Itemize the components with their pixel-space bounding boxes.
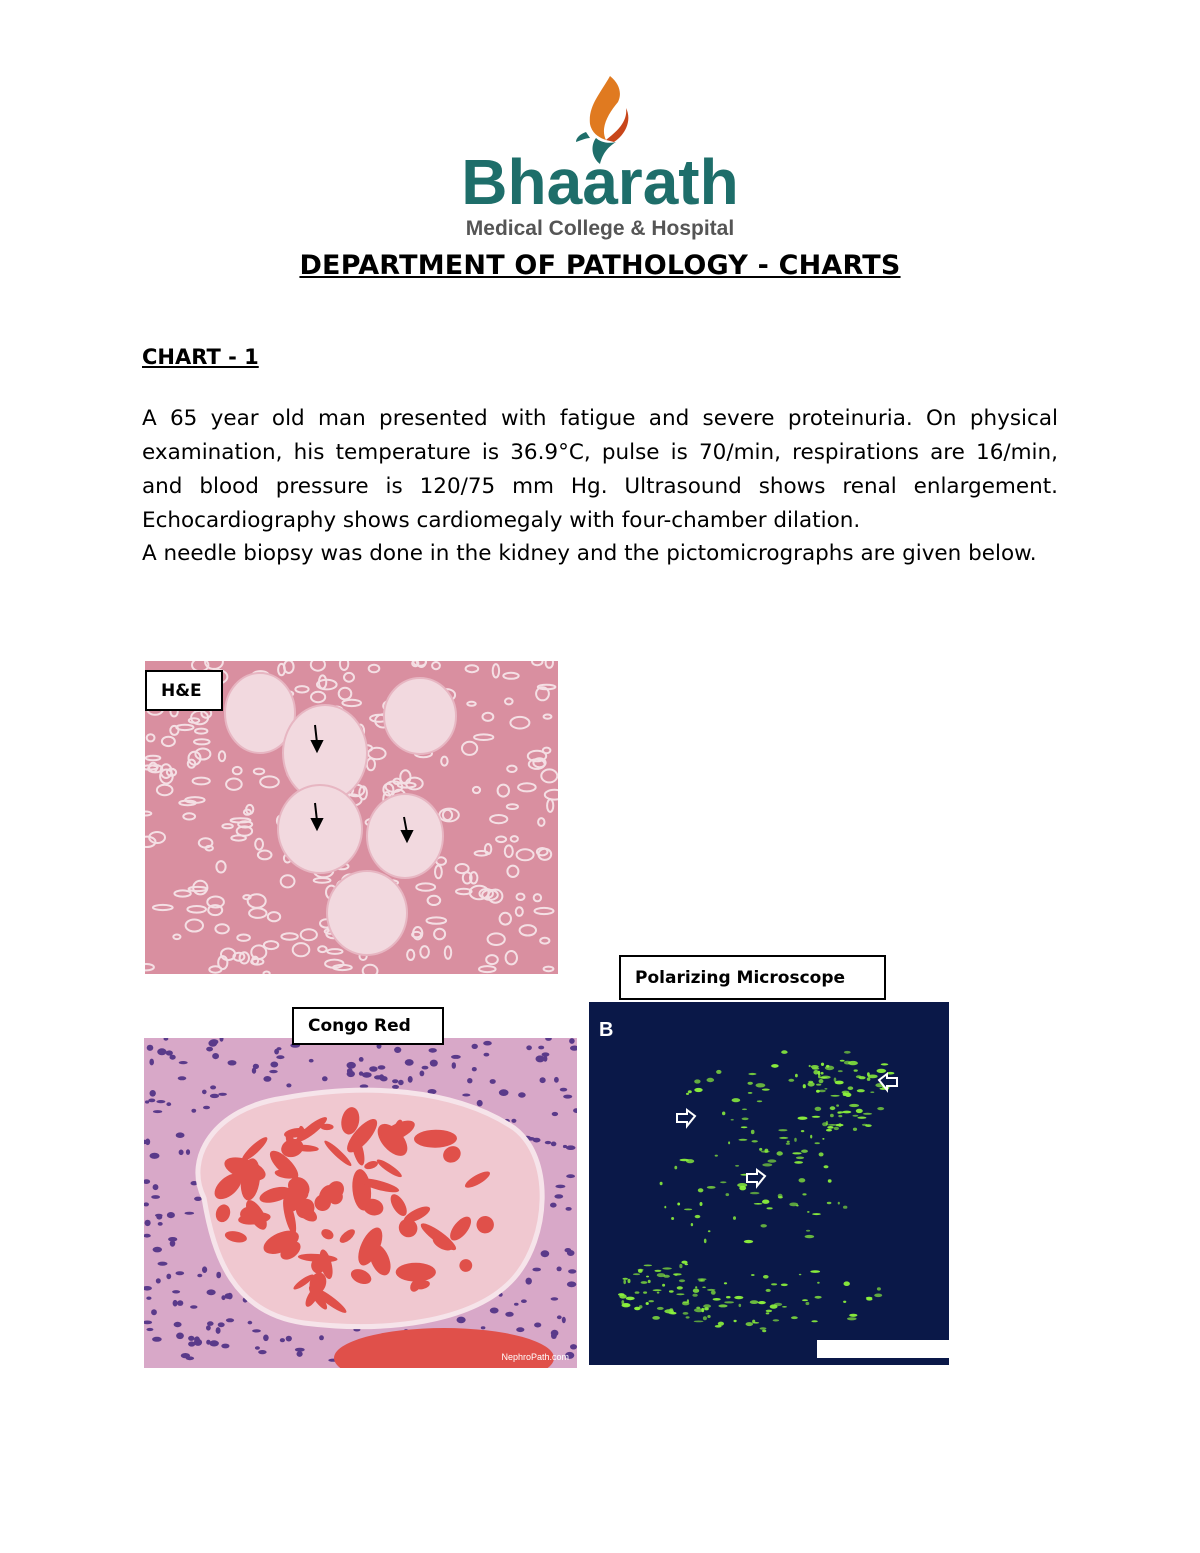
congo-red-micrograph [144, 1038, 577, 1368]
logo-brand: Bhaarath [461, 146, 739, 218]
chart-heading: CHART - 1 [142, 345, 259, 369]
hospital-logo [450, 72, 750, 244]
polarizing-micrograph [587, 1000, 951, 1367]
he-label: H&E [145, 670, 223, 711]
congo-watermark: NephroPath.com [501, 1352, 569, 1362]
polar-panel-letter: B [599, 1019, 614, 1041]
page-title: DEPARTMENT OF PATHOLOGY - CHARTS [299, 250, 901, 281]
biopsy-paragraph: A needle biopsy was done in the kidney and the pictomicrographs are given below. [142, 541, 1037, 566]
congo-red-label: Congo Red [292, 1007, 444, 1045]
polarizing-label: Polarizing Microscope [619, 955, 886, 1000]
case-paragraph: A 65 year old man presented with fatigue and severe proteinuria. On physical examination, his temperature is 36.9°C, pulse is 70/min, respirations are 16/min, and blood pressure is 120/75 mm Hg. Ultrasound shows renal enlargement. Echocardiography shows cardiomegaly with four-chamber dilation. [142, 406, 1058, 533]
logo-subtitle: Medical College & Hospital [465, 217, 735, 240]
